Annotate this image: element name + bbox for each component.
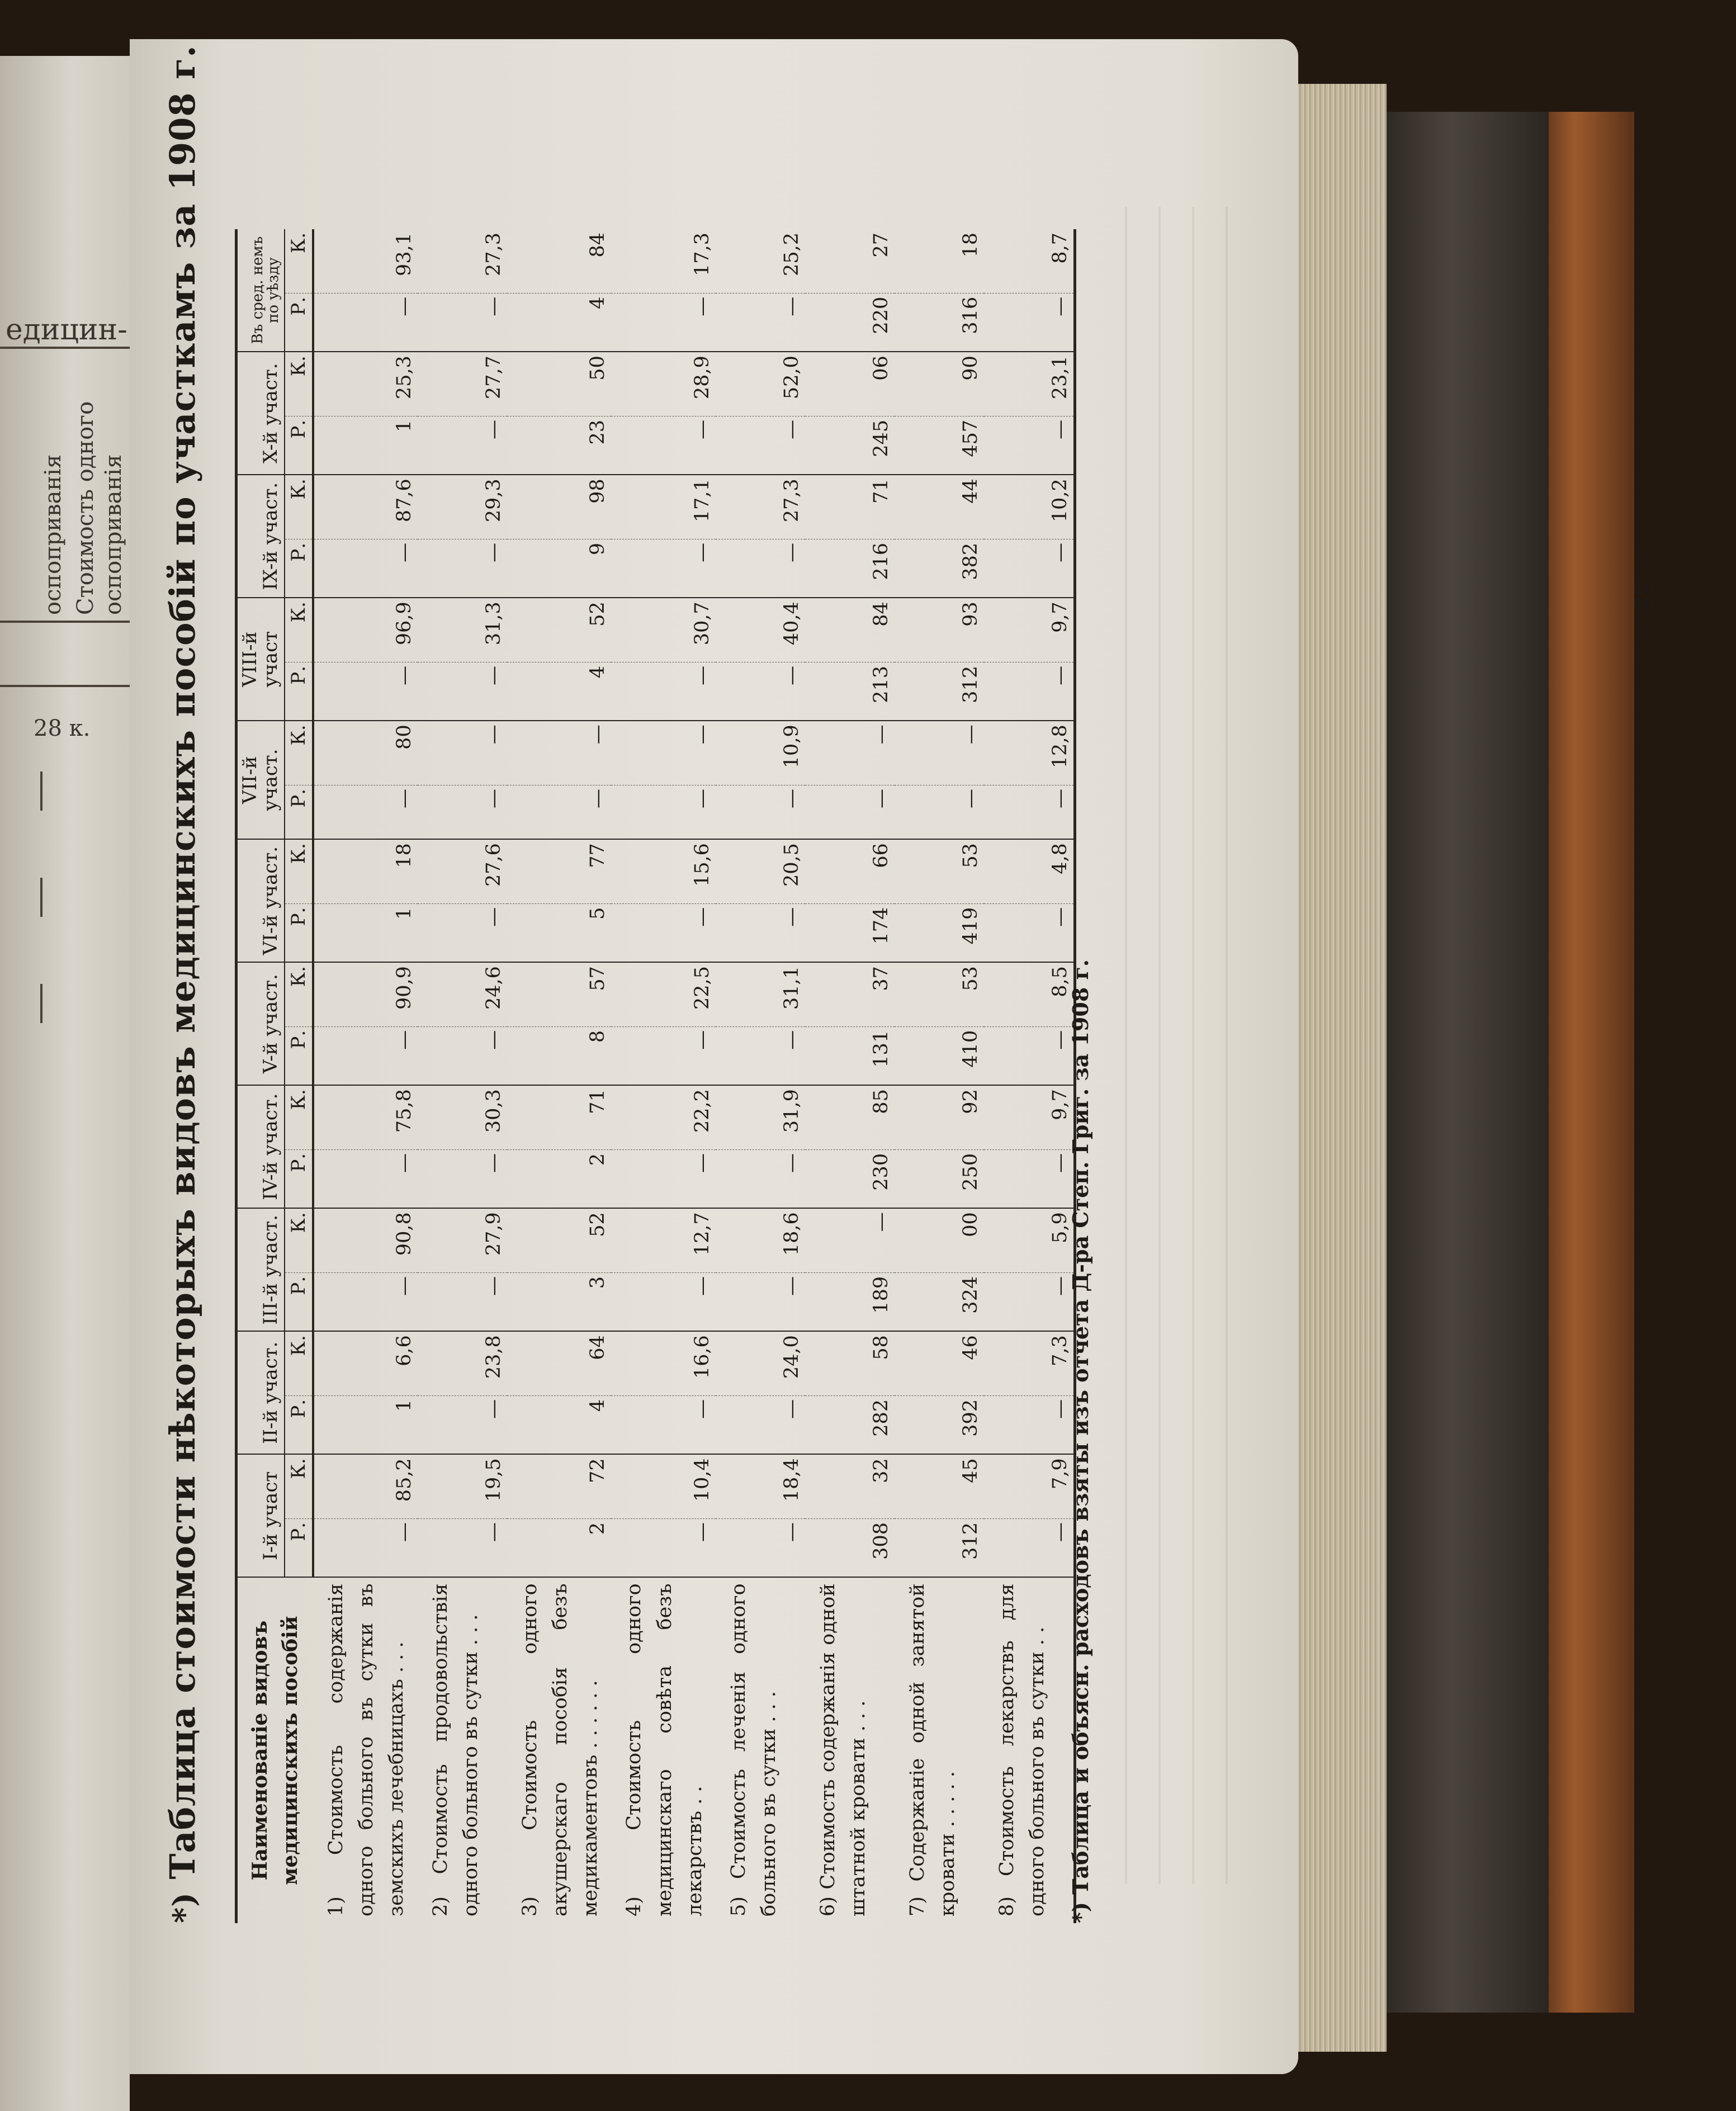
kop-cell: 46 — [895, 1331, 984, 1395]
kop-cell: 77 — [507, 839, 612, 903]
row-label: 2) Стоимость продовольствія одного больного въ сутки . . . — [429, 1583, 482, 1916]
rub-cell: — — [716, 1518, 805, 1577]
rub-header: Р. — [285, 1272, 313, 1331]
kop-cell: — — [507, 721, 612, 785]
rub-cell: — — [313, 1272, 418, 1331]
rub-cell: — — [418, 785, 507, 839]
rub-cell: 8 — [507, 1026, 612, 1085]
table-row — [313, 229, 418, 1923]
kop-cell: 40,4 — [716, 598, 805, 662]
kop-header: К. — [285, 1085, 313, 1149]
kop-header: К. — [285, 598, 313, 662]
rub-cell: — — [611, 416, 716, 475]
left-page-col2a: Стоимость одного — [73, 401, 98, 615]
kop-cell: 12,7 — [611, 1208, 716, 1272]
kop-cell: — — [611, 721, 716, 785]
rub-cell: 2 — [507, 1149, 612, 1208]
table-row — [895, 229, 984, 1923]
kop-cell: 52 — [507, 1208, 612, 1272]
rub-cell: — — [716, 1026, 805, 1085]
left-page-rule — [0, 621, 130, 623]
kop-cell: — — [805, 721, 895, 785]
rub-cell: — — [984, 903, 1075, 962]
rub-cell: 1 — [313, 903, 418, 962]
kop-cell: 18 — [895, 229, 984, 293]
kop-cell: 19,5 — [418, 1454, 507, 1518]
rub-cell: — — [984, 1395, 1075, 1454]
rub-cell: 1 — [313, 1395, 418, 1454]
rub-cell: — — [984, 1149, 1075, 1208]
kop-header: К. — [285, 1208, 313, 1272]
rub-cell: — — [611, 1149, 716, 1208]
rub-cell: — — [716, 1149, 805, 1208]
rub-cell: — — [313, 662, 418, 721]
rub-cell: — — [418, 1272, 507, 1331]
district-header: IX-й участ. — [236, 475, 285, 598]
rub-cell: — — [611, 1395, 716, 1454]
kop-header: К. — [285, 229, 313, 293]
kop-cell: — — [805, 1208, 895, 1272]
kop-cell: 18,6 — [716, 1208, 805, 1272]
kop-cell: 8,5 — [984, 962, 1075, 1026]
rub-header: Р. — [285, 662, 313, 721]
kop-cell: 31,3 — [418, 598, 507, 662]
rub-cell: 4 — [507, 293, 612, 352]
rub-cell: 324 — [895, 1272, 984, 1331]
rub-cell: 189 — [805, 1272, 895, 1331]
kop-cell: 90,8 — [313, 1208, 418, 1272]
rub-header: Р. — [285, 903, 313, 962]
kop-cell: 31,1 — [716, 962, 805, 1026]
kop-cell: 7,3 — [984, 1331, 1075, 1395]
kop-cell: 53 — [895, 962, 984, 1026]
kop-cell: 24,6 — [418, 962, 507, 1026]
kop-cell: 10,2 — [984, 475, 1075, 539]
rub-cell: — — [313, 539, 418, 598]
district-header: V-й участ. — [236, 962, 285, 1085]
kop-cell: 93,1 — [313, 229, 418, 293]
rub-cell: — — [716, 903, 805, 962]
table-body — [313, 229, 1075, 1923]
kop-cell: 10,9 — [716, 721, 805, 785]
table-row — [716, 229, 805, 1923]
kop-cell: 64 — [507, 1331, 612, 1395]
rub-cell: — — [418, 662, 507, 721]
rub-header: Р. — [285, 416, 313, 475]
page-block-edges — [1292, 84, 1387, 2052]
left-page-col1: оспоприванія — [40, 454, 66, 615]
kop-cell: 90,9 — [313, 962, 418, 1026]
rub-header: Р. — [285, 539, 313, 598]
kop-cell: 27,6 — [418, 839, 507, 903]
rub-cell: 419 — [895, 903, 984, 962]
district-header: IV-й участ. — [236, 1085, 285, 1208]
rub-cell: — — [895, 785, 984, 839]
rub-cell: — — [507, 785, 612, 839]
kop-cell: 20,5 — [716, 839, 805, 903]
kop-cell: 52 — [507, 598, 612, 662]
row-label: 4) Стоимость одного медицинскаго совѣта безъ лекарствъ . . — [623, 1583, 706, 1916]
rub-cell: 174 — [805, 903, 895, 962]
kop-cell: 71 — [507, 1085, 612, 1149]
rub-cell: — — [313, 785, 418, 839]
kop-cell: 53 — [895, 839, 984, 903]
page-number: — 55 — — [1629, 548, 1658, 644]
left-page-rule — [0, 685, 130, 687]
rub-cell: — — [313, 1518, 418, 1577]
average-header: Въ сред. немъ по уѣзду — [236, 229, 285, 352]
rub-cell: 308 — [805, 1518, 895, 1577]
kop-cell: 27,3 — [418, 229, 507, 293]
kop-cell: 93 — [895, 598, 984, 662]
kop-header: К. — [285, 1331, 313, 1395]
rub-cell: 1 — [313, 416, 418, 475]
kop-cell: 71 — [805, 475, 895, 539]
rub-header: Р. — [285, 1518, 313, 1577]
row-label: 5) Стоимость леченія одного больного въ сутки . . . — [727, 1583, 781, 1916]
rub-header: Р. — [285, 1149, 313, 1208]
rub-cell: — — [611, 662, 716, 721]
rub-cell: — — [984, 1026, 1075, 1085]
footnote: *) Таблица и объясн. расходовъ взяты изъ отчета Д-ра Степ. Григ. за 1908 г. — [1068, 959, 1093, 1923]
rub-cell: — — [418, 293, 507, 352]
kop-cell: 44 — [895, 475, 984, 539]
kop-cell: 27,3 — [716, 475, 805, 539]
rub-cell: 382 — [895, 539, 984, 598]
rub-cell: — — [313, 1026, 418, 1085]
district-header: X-й участ. — [236, 352, 285, 475]
name-header-line1: Наименованіе видовъ — [248, 1620, 272, 1881]
kop-cell: 32 — [805, 1454, 895, 1518]
row-label: 8) Стоимость лекарствъ для одного больного въ сутки . . — [984, 1577, 1075, 1923]
rub-cell: — — [611, 1518, 716, 1577]
kop-cell: 24,0 — [716, 1331, 805, 1395]
kop-cell: 27 — [805, 229, 895, 293]
rub-cell: — — [418, 1518, 507, 1577]
rub-cell: — — [313, 293, 418, 352]
kop-header: К. — [285, 721, 313, 785]
rub-cell: — — [313, 1149, 418, 1208]
page-number-area — [1624, 548, 1736, 644]
kop-header: К. — [285, 839, 313, 903]
rub-header: Р. — [285, 785, 313, 839]
kop-cell: 57 — [507, 962, 612, 1026]
rub-cell: 213 — [805, 662, 895, 721]
rub-cell: 216 — [805, 539, 895, 598]
rub-cell: — — [716, 416, 805, 475]
kop-cell: 28,9 — [611, 352, 716, 416]
title-text: Таблица стоимости нѣкоторыхъ видовъ медицинскихъ пособій по участкамъ за 1908 г. — [162, 45, 203, 1880]
rub-cell: — — [984, 416, 1075, 475]
left-page-col2b: оспоприванія — [101, 454, 126, 615]
rub-cell: 250 — [895, 1149, 984, 1208]
rub-cell: — — [418, 903, 507, 962]
kop-cell: 37 — [805, 962, 895, 1026]
rub-cell: — — [716, 662, 805, 721]
table-row — [418, 229, 507, 1923]
kop-cell: 85 — [805, 1085, 895, 1149]
kop-cell: 75,8 — [313, 1085, 418, 1149]
kop-cell: 25,2 — [716, 229, 805, 293]
kop-cell: 18,4 — [716, 1454, 805, 1518]
table-row — [984, 229, 1075, 1923]
title-footnote-mark: *) — [166, 1892, 202, 1923]
kop-header: К. — [285, 352, 313, 416]
kop-cell: 72 — [507, 1454, 612, 1518]
name-column-header — [236, 1577, 313, 1923]
left-page-value: 28 к. — [34, 716, 91, 741]
kop-cell: 9,7 — [984, 598, 1075, 662]
kop-cell: 8,7 — [984, 229, 1075, 293]
kop-cell: 4,8 — [984, 839, 1075, 903]
kop-cell: 16,6 — [611, 1331, 716, 1395]
rub-cell: 4 — [507, 662, 612, 721]
row-label: 3) Стоимость одного акушерскаго пособія безъ медикаментовъ . . . . . . — [518, 1583, 602, 1916]
kop-cell: 85,2 — [313, 1454, 418, 1518]
kop-cell: 27,7 — [418, 352, 507, 416]
kop-cell: 23,8 — [418, 1331, 507, 1395]
table-row — [611, 229, 716, 1923]
rub-cell: 9 — [507, 539, 612, 598]
rub-cell: — — [716, 1395, 805, 1454]
rub-cell: 2 — [507, 1518, 612, 1577]
kop-cell: 96,9 — [313, 598, 418, 662]
district-header: VIII-й участ — [236, 598, 285, 721]
kop-cell: 17,3 — [611, 229, 716, 293]
kop-cell: 25,3 — [313, 352, 418, 416]
rub-cell: 23 — [507, 416, 612, 475]
kop-cell: 22,2 — [611, 1085, 716, 1149]
left-page-rule — [0, 347, 130, 349]
kop-cell: 45 — [895, 1454, 984, 1518]
kop-cell: 90 — [895, 352, 984, 416]
rub-cell: — — [611, 293, 716, 352]
kop-cell: 27,9 — [418, 1208, 507, 1272]
left-page-dash — [40, 771, 42, 811]
row-label: 1) Стоимость содержанія одного больного въ сутки въ земскихъ лечебницахъ . . . — [324, 1583, 408, 1916]
kop-cell: 98 — [507, 475, 612, 539]
rub-cell: — — [418, 1395, 507, 1454]
rub-cell: — — [984, 1518, 1075, 1577]
table-row — [805, 229, 895, 1923]
rub-cell: 410 — [895, 1026, 984, 1085]
rub-cell: — — [418, 1026, 507, 1085]
rub-cell: 316 — [895, 293, 984, 352]
rub-cell: — — [984, 539, 1075, 598]
kop-cell: 29,3 — [418, 475, 507, 539]
kop-cell: 7,9 — [984, 1454, 1075, 1518]
district-header: VII-й участ. — [236, 721, 285, 839]
rub-cell: 312 — [895, 1518, 984, 1577]
row-label: 6) Стоимость содержанія одной штатной кровати . . . — [817, 1583, 870, 1916]
rub-cell: 230 — [805, 1149, 895, 1208]
kop-cell: 6,6 — [313, 1331, 418, 1395]
rub-cell: 245 — [805, 416, 895, 475]
district-header: II-й участ. — [236, 1331, 285, 1454]
rub-cell: — — [418, 1149, 507, 1208]
kop-cell: 50 — [507, 352, 612, 416]
rub-cell: — — [716, 293, 805, 352]
kop-cell: 87,6 — [313, 475, 418, 539]
kop-cell: 5,9 — [984, 1208, 1075, 1272]
left-page-dash — [40, 984, 42, 1023]
kop-cell: 00 — [895, 1208, 984, 1272]
rub-cell: 392 — [895, 1395, 984, 1454]
rotated-content — [151, 45, 1113, 1923]
rub-cell: — — [984, 785, 1075, 839]
kop-cell: 30,3 — [418, 1085, 507, 1149]
rub-cell: 4 — [507, 1395, 612, 1454]
kop-cell: — — [895, 721, 984, 785]
kop-cell: 31,9 — [716, 1085, 805, 1149]
kop-header: К. — [285, 962, 313, 1026]
kop-header: К. — [285, 1454, 313, 1518]
rub-header: Р. — [285, 1395, 313, 1454]
rub-cell: — — [716, 539, 805, 598]
table-row — [507, 229, 612, 1923]
rub-cell: 3 — [507, 1272, 612, 1331]
left-page-dash — [40, 878, 42, 917]
kop-cell: 80 — [313, 721, 418, 785]
kop-cell: 30,7 — [611, 598, 716, 662]
district-header: I-й участ — [236, 1454, 285, 1577]
rub-cell: — — [716, 785, 805, 839]
page-title — [162, 45, 203, 1923]
left-page-fragment — [0, 56, 130, 2111]
kop-cell: 58 — [805, 1331, 895, 1395]
rub-cell: — — [805, 785, 895, 839]
kop-header: К. — [285, 475, 313, 539]
table-header-row — [236, 229, 285, 1923]
kop-cell: 10,4 — [611, 1454, 716, 1518]
kop-cell: 84 — [507, 229, 612, 293]
kop-cell: 22,5 — [611, 962, 716, 1026]
kop-cell: 52,0 — [716, 352, 805, 416]
kop-cell: 18 — [313, 839, 418, 903]
book-cover — [1387, 112, 1549, 2013]
kop-cell: 9,7 — [984, 1085, 1075, 1149]
row-label: 7) Содержаніе одной занятой кровати . . . . . — [906, 1583, 959, 1916]
book-cover-edge — [1549, 112, 1634, 2013]
rub-cell: — — [418, 539, 507, 598]
rub-cell: 282 — [805, 1395, 895, 1454]
kop-cell: 17,1 — [611, 475, 716, 539]
rub-cell: — — [418, 416, 507, 475]
rub-cell: — — [984, 662, 1075, 721]
name-header-line2: медицинскихъ пособій — [278, 1616, 302, 1885]
rub-header: Р. — [285, 1026, 313, 1085]
rub-cell: — — [984, 1272, 1075, 1331]
rub-cell: 131 — [805, 1026, 895, 1085]
kop-cell: 92 — [895, 1085, 984, 1149]
kop-cell: 84 — [805, 598, 895, 662]
rub-cell: 457 — [895, 416, 984, 475]
rub-header: Р. — [285, 293, 313, 352]
kop-cell: 66 — [805, 839, 895, 903]
rub-cell: — — [611, 539, 716, 598]
kop-cell: 06 — [805, 352, 895, 416]
cost-table — [235, 229, 1076, 1923]
kop-cell: — — [418, 721, 507, 785]
kop-cell: 23,1 — [984, 352, 1075, 416]
district-header: VI-й участ. — [236, 839, 285, 962]
rub-cell: — — [611, 903, 716, 962]
district-header: III-й участ. — [236, 1208, 285, 1331]
rub-cell: — — [984, 293, 1075, 352]
left-page-word: едицин- — [6, 313, 127, 347]
kop-cell: 12,8 — [984, 721, 1075, 785]
rub-cell: 220 — [805, 293, 895, 352]
rub-cell: — — [716, 1272, 805, 1331]
rub-cell: — — [611, 1272, 716, 1331]
rub-cell: — — [611, 785, 716, 839]
rub-cell: 312 — [895, 662, 984, 721]
rub-cell: — — [611, 1026, 716, 1085]
rub-cell: 5 — [507, 903, 612, 962]
kop-cell: 15,6 — [611, 839, 716, 903]
